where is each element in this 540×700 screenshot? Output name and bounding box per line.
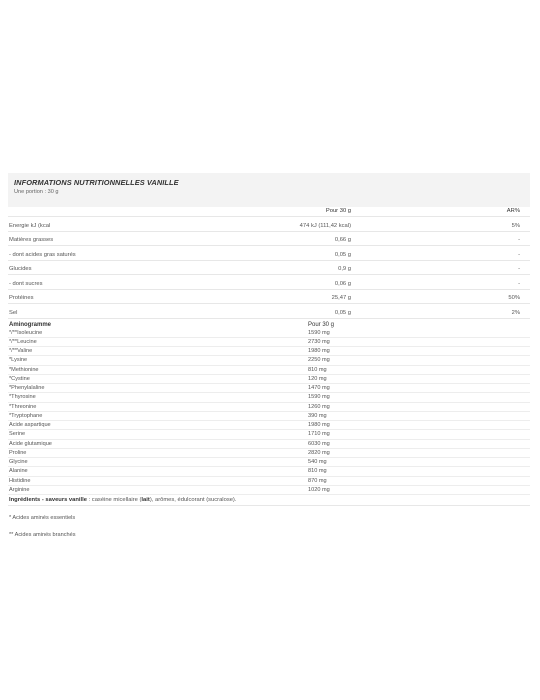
table-row bbox=[8, 412, 530, 421]
amino-value: 1260 mg bbox=[308, 403, 330, 410]
nutrition-table bbox=[8, 217, 530, 319]
nutrition-table-header bbox=[8, 207, 530, 217]
nutrient-ar: 50% bbox=[508, 295, 520, 301]
table-row bbox=[8, 375, 530, 384]
nutrient-ar: - bbox=[518, 251, 520, 258]
amino-label: *Phenylalaline bbox=[9, 385, 45, 392]
ingredients-label: Ingrédients - saveurs vanille bbox=[9, 497, 87, 504]
nutrient-label: - dont sucres bbox=[9, 280, 43, 287]
amino-table-header bbox=[8, 319, 530, 329]
nutrient-label: Glucides bbox=[9, 266, 32, 272]
table-row bbox=[8, 338, 530, 347]
amino-value: 540 mg bbox=[308, 459, 327, 466]
table-row bbox=[8, 347, 530, 356]
table-row bbox=[8, 458, 530, 467]
table-row bbox=[8, 430, 530, 439]
nutrient-label: Energie kJ (kcal bbox=[9, 222, 51, 229]
table-row bbox=[8, 246, 530, 261]
amino-label: *Lysine bbox=[9, 357, 28, 364]
table-row bbox=[8, 477, 530, 486]
nutrient-value: 0,9 g bbox=[338, 266, 351, 272]
note-branched: ** Acides aminés branchés bbox=[9, 532, 76, 539]
amino-value: 120 mg bbox=[308, 375, 327, 382]
amino-label: */**Leucine bbox=[9, 338, 37, 345]
nutrient-ar: - bbox=[518, 266, 520, 272]
table-row bbox=[8, 304, 530, 319]
amino-value: 1470 mg bbox=[308, 385, 330, 392]
amino-value: 870 mg bbox=[308, 477, 327, 484]
table-row bbox=[8, 393, 530, 402]
table-row bbox=[8, 467, 530, 476]
amino-label: *Thyrosine bbox=[9, 394, 36, 401]
ingredients-text-1: : caséine micellaire ( bbox=[86, 497, 142, 504]
amino-value: 390 mg bbox=[308, 412, 327, 419]
nutrition-panel bbox=[8, 173, 530, 538]
nutrient-value: 0,05 g bbox=[334, 251, 351, 258]
table-row bbox=[8, 232, 530, 247]
nutrient-value: 474 kJ (111,42 kcal) bbox=[299, 222, 351, 229]
nutrient-label: Sel bbox=[9, 309, 18, 316]
nutrient-value: 0,66 g bbox=[334, 237, 351, 243]
ingredients-line bbox=[8, 497, 530, 506]
table-row bbox=[8, 356, 530, 365]
amino-title: Aminogramme bbox=[9, 321, 52, 328]
amino-label: Alanine bbox=[9, 468, 28, 475]
nutrient-ar: - bbox=[518, 280, 520, 287]
amino-value: 1020 mg bbox=[308, 487, 330, 494]
table-row bbox=[8, 403, 530, 412]
amino-value: 1980 mg bbox=[308, 422, 330, 429]
table-row bbox=[8, 366, 530, 375]
amino-label: Serine bbox=[9, 431, 26, 438]
amino-label: *Threonine bbox=[9, 403, 37, 410]
amino-value: 1590 mg bbox=[308, 394, 330, 401]
ingredients-text-2: ), arômes, édulcorant (sucralose). bbox=[149, 497, 237, 504]
column-ar: AR% bbox=[506, 208, 520, 214]
amino-table bbox=[8, 329, 530, 496]
table-row bbox=[8, 290, 530, 305]
nutrient-ar: 5% bbox=[511, 222, 520, 229]
table-row bbox=[8, 329, 530, 338]
amino-value: 2250 mg bbox=[308, 357, 330, 364]
amino-value: 1710 mg bbox=[308, 431, 330, 438]
note-essential: * Acides aminés essentiels bbox=[9, 515, 76, 522]
nutrient-value: 0,06 g bbox=[334, 280, 351, 287]
nutrient-ar: 2% bbox=[511, 309, 520, 316]
table-row bbox=[8, 384, 530, 393]
amino-value: 1980 mg bbox=[308, 348, 330, 355]
allergen: lait bbox=[141, 497, 150, 504]
nutrient-label: Matières grasses bbox=[9, 237, 54, 243]
amino-label: Histidine bbox=[9, 477, 31, 484]
amino-label: Acide glutamique bbox=[9, 440, 52, 447]
nutrition-header bbox=[8, 173, 530, 207]
column-portion: Pour 30 g bbox=[325, 208, 351, 214]
amino-label: */**Valine bbox=[9, 348, 33, 355]
table-row bbox=[8, 421, 530, 430]
page-title: INFORMATIONS NUTRITIONNELLES VANILLE bbox=[14, 178, 179, 187]
table-row bbox=[8, 449, 530, 458]
portion-size: Une portion : 30 g bbox=[14, 189, 59, 195]
amino-value: 6030 mg bbox=[308, 440, 330, 447]
amino-value: 810 mg bbox=[308, 366, 327, 373]
amino-column-portion: Pour 30 g bbox=[308, 321, 335, 328]
amino-label: *Tryptophane bbox=[9, 412, 43, 419]
table-row bbox=[8, 261, 530, 276]
amino-value: 810 mg bbox=[308, 468, 327, 475]
amino-value: 1590 mg bbox=[308, 329, 330, 336]
table-row bbox=[8, 486, 530, 495]
amino-label: *Methionine bbox=[9, 366, 39, 373]
amino-label: Arginine bbox=[9, 487, 30, 494]
table-row bbox=[8, 440, 530, 449]
nutrient-label: - dont acides gras saturés bbox=[9, 251, 76, 258]
nutrient-value: 0,05 g bbox=[334, 309, 351, 316]
table-row bbox=[8, 275, 530, 290]
amino-label: Glycine bbox=[9, 459, 28, 466]
amino-label: */**Isoleucine bbox=[9, 329, 43, 336]
nutrient-value: 25,47 g bbox=[331, 295, 351, 301]
amino-value: 2820 mg bbox=[308, 449, 330, 456]
nutrient-label: Protéines bbox=[9, 295, 34, 301]
amino-label: Acide aspartique bbox=[9, 422, 51, 429]
amino-label: Proline bbox=[9, 449, 27, 456]
nutrient-ar: - bbox=[518, 237, 520, 243]
amino-label: *Cystine bbox=[9, 375, 30, 382]
table-row bbox=[8, 217, 530, 232]
amino-value: 2730 mg bbox=[308, 338, 330, 345]
